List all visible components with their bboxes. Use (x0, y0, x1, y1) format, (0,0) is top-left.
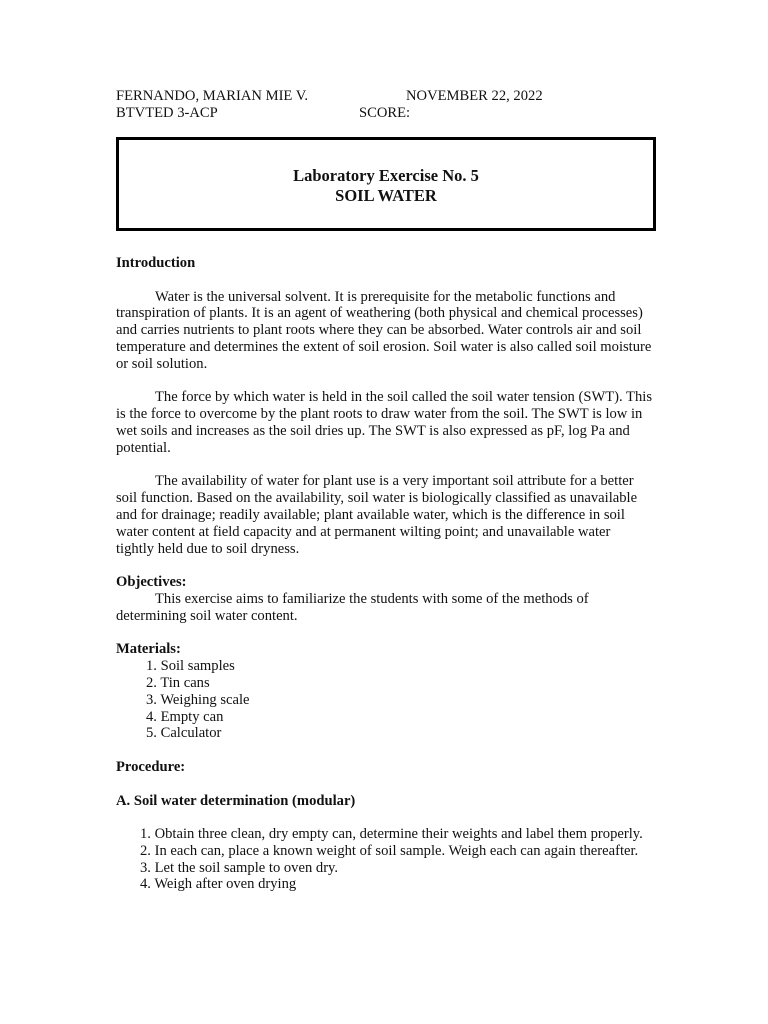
header-row-1 (116, 88, 656, 105)
list-item: 4. Empty can (146, 708, 224, 725)
objectives-text: This exercise aims to familiarize the students with some of the methods of determining soil water content. (116, 590, 589, 624)
course-section: BTVTED 3-ACP (116, 104, 218, 121)
exercise-topic-title: SOIL WATER (335, 186, 437, 205)
materials-list (116, 658, 652, 742)
intro-paragraph: The availability of water for plant use is a very important soil attribute for a better soil function. Based on the availability, soil water is biologically classified as unavailable and for drainage; readily available; plant available water, which is the difference in soil water content at field capacity and at permanent wilting point; and unavailable water tightly held due to soil dryness. (116, 473, 638, 557)
materials-heading: Materials: (116, 641, 181, 658)
list-item: 3. Weighing scale (146, 691, 250, 708)
procedure-step: 4. Weigh after oven drying (140, 876, 297, 893)
document-body (116, 255, 652, 893)
list-item: 1. Soil samples (146, 658, 235, 675)
procedure-step: 1. Obtain three clean, dry empty can, determine their weights and label them properly. (140, 826, 643, 843)
procedure-step: 2. In each can, place a known weight of soil sample. Weigh each can again thereafter. (140, 842, 639, 859)
student-name: FERNANDO, MARIAN MIE V. (116, 88, 309, 104)
score-label: SCORE: (359, 104, 411, 121)
objectives-heading: Objectives: (116, 574, 187, 591)
introduction-heading: Introduction (116, 255, 196, 271)
intro-paragraph: The force by which water is held in the soil called the soil water tension (SWT). This is the force to overcome by the plant roots to draw water from the soil. The SWT is low in wet soils and increases as the soil dries up. The SWT is also expressed as pF, log Pa and potential. (116, 389, 652, 456)
document-page (116, 88, 656, 893)
list-item: 2. Tin cans (146, 674, 210, 691)
title-box (116, 137, 656, 231)
list-item: 5. Calculator (146, 725, 222, 742)
header-row-2 (116, 105, 656, 122)
exercise-number-title: Laboratory Exercise No. 5 (293, 166, 479, 185)
procedure-heading: Procedure: (116, 758, 186, 775)
exercise-date: NOVEMBER 22, 2022 (406, 88, 543, 104)
procedure-step: 3. Let the soil sample to oven dry. (140, 859, 339, 876)
procedure-section-a-heading: A. Soil water determination (modular) (116, 792, 356, 809)
intro-paragraph: Water is the universal solvent. It is prerequisite for the metabolic functions and transpiration of plants. It is an agent of weathering (both physical and chemical processes) and carries nutrients to plant roots where they can be absorbed. Water controls air and soil temperature and determines the extent of soil erosion. Soil water is also called soil moisture or soil solution. (116, 288, 652, 372)
